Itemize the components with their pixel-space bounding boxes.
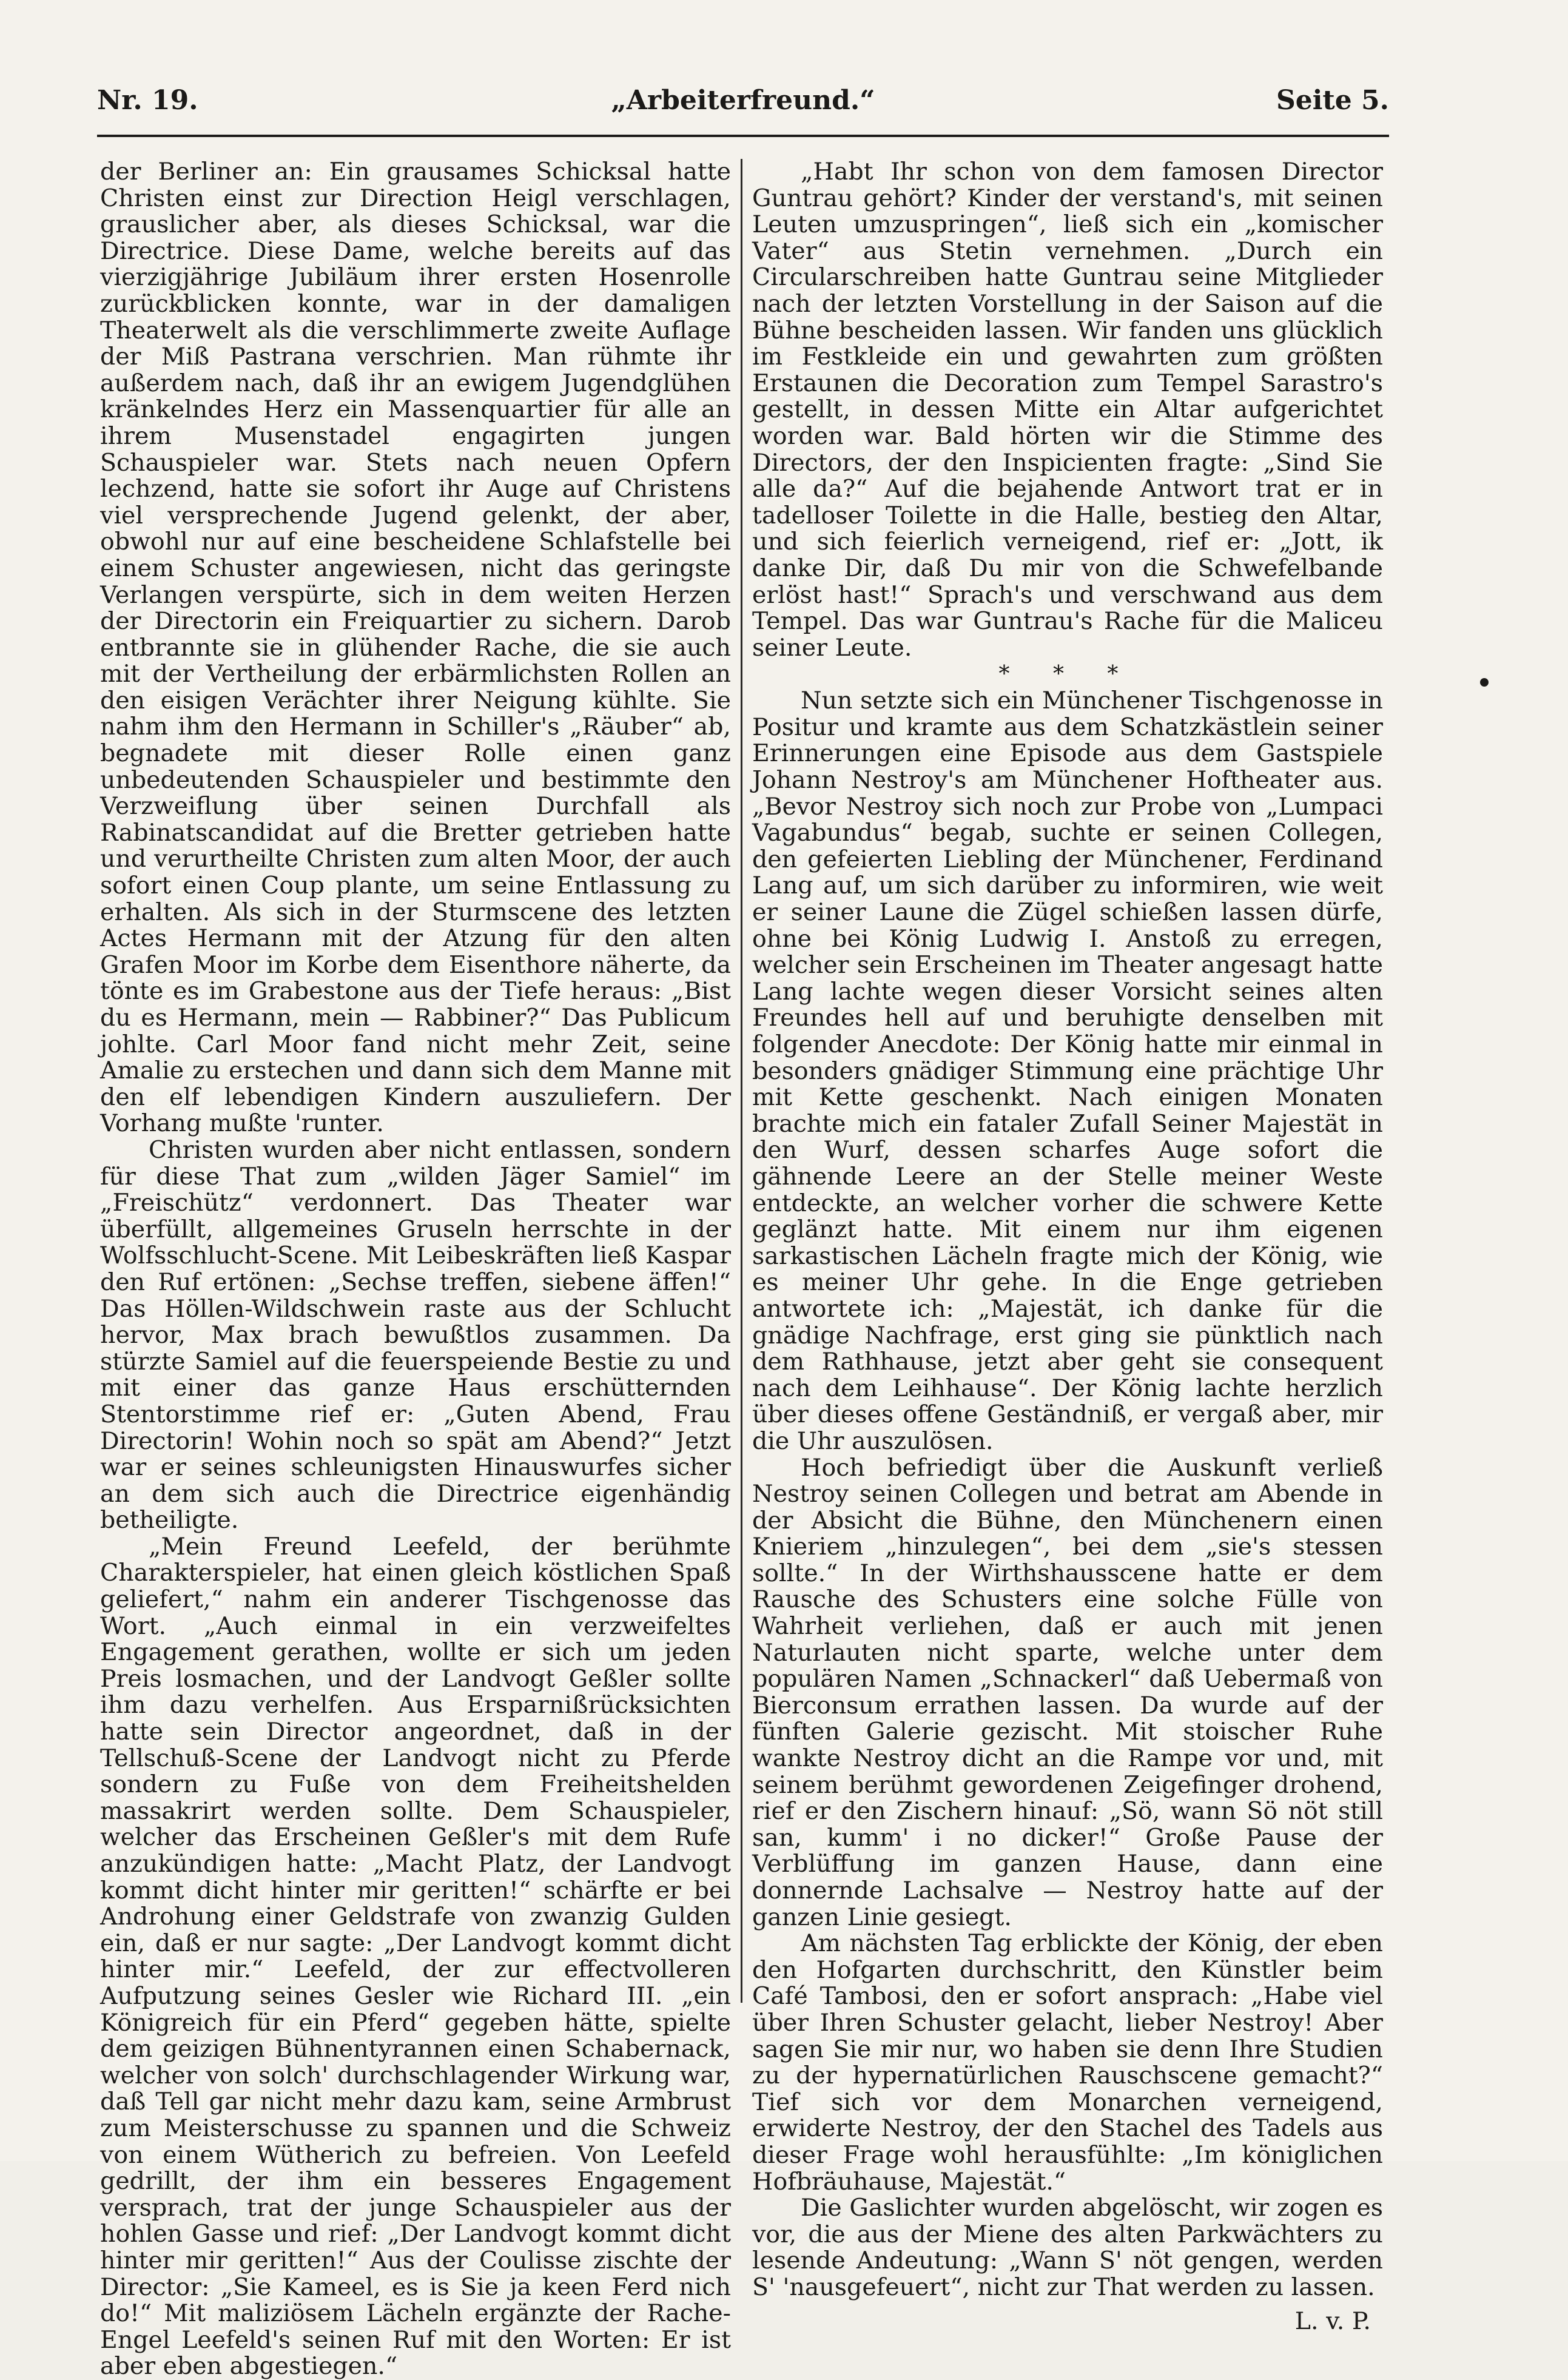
article-paragraph: der Berliner an: Ein grausames Schicksal hatte Christen einst zur Direction Heigl verschlagen, grauslicher aber, als dieses Schicksal, war die Directrice. Diese Dame, welche bereits auf das vierzigjährige Jubiläum ihrer ersten Hosenrolle zurückblicken konnte, war in der damaligen Theaterwelt als die verschlimmerte zweite Auflage der Miß Pastrana verschrien. Man rühmte ihr außerdem nach, daß ihr an ewigem Jugendglühen kränkelndes Herz ein Massenquartier für alle an ihrem Musenstadel engagirten jungen Schauspieler war. Stets nach neuen Opfern lechzend, hatte sie sofort ihr Auge auf Christens viel versprechende Jugend gelenkt, der aber, obwohl nur auf eine bescheidene Schlafstelle bei einem Schuster angewiesen, nicht das geringste Verlangen verspürte, sich in dem weiten Herzen der Directorin ein Freiquartier zu sichern. Darob entbrannte sie in glühender Rache, die sie auch mit der Vertheilung der erbärmlichsten Rollen an den eisigen Verächter ihrer Neigung kühlte. Sie nahm ihm den Hermann in Schiller's „Räuber“ ab, begnadete mit dieser Rolle einen ganz unbedeutenden Schauspieler und bestimmte den Verzweiflung über seinen Durchfall als Rabinatscandidat auf die Bretter getrieben hatte und verurtheilte Christen zum alten Moor, der auch sofort einen Coup plante, um seine Entlassung zu erhalten. Als sich in der Sturmscene des letzten Actes Hermann mit der Atzung für den alten Grafen Moor im Korbe dem Eisenthore näherte, da tönte es im Grabestone aus der Tiefe heraus: „Bist du es Hermann, mein — Rabbiner?“ Das Publicum johlte. Carl Moor fand nicht mehr Zeit, seine Amalie zu erstechen und dann sich dem Manne mit den elf lebendigen Kindern auszuliefern. Der Vorhang mußte 'runter. xyxy=(100,158,731,1138)
page-header xyxy=(97,85,1389,127)
left-column xyxy=(100,159,731,2380)
section-separator: * * * xyxy=(998,662,1137,687)
page-number: Seite 5. xyxy=(1276,85,1389,116)
scan-mark xyxy=(1480,678,1489,687)
article-paragraph: „Habt Ihr schon von dem famosen Director Guntrau gehört? Kinder der verstand's, mit seinen Leuten umzuspringen“, ließ sich ein „komischer Vater“ aus Stetin vernehmen. „Durch ein Circularschreiben hatte Guntrau seine Mitglieder nach der letzten Vorstellung in der Saison auf die Bühne bescheiden lassen. Wir fanden uns glücklich im Festkleide ein und gewahrten zum größten Erstaunen die Decoration zum Tempel Sarastro's gestellt, in dessen Mitte ein Altar aufgerichtet worden war. Bald hörten wir die Stimme des Directors, der den Inspicienten fragte: „Sind Sie alle da?“ Auf die bejahende Antwort trat er in tadelloser Toilette in die Halle, bestieg den Altar, und sich feierlich verneigend, rief er: „Jott, ik danke Dir, daß Du mir von die Schwefelbande erlöst hast!“ Sprach's und verschwand aus dem Tempel. Das war Guntrau's Rache für die Maliceu seiner Leute. xyxy=(752,158,1383,662)
author-signature: L. v. P. xyxy=(1294,2307,1371,2335)
issue-number: Nr. 19. xyxy=(97,85,198,116)
column-divider xyxy=(741,159,742,2003)
article-paragraph: Die Gaslichter wurden abgelöscht, wir zogen es vor, die aus der Miene des alten Parkwächters zu lesende Andeutung: „Wann S' nöt gengen, werden S' 'nausgefeuert“, nicht zur That werden zu lassen. xyxy=(752,2194,1383,2301)
right-column xyxy=(752,159,1383,2335)
newspaper-title: „Arbeiterfreund.“ xyxy=(611,85,875,116)
article-paragraph: Nun setzte sich ein Münchener Tischgenosse in Positur und kramte aus dem Schatzkästlein seiner Erinnerungen eine Episode aus dem Gastspiele Johann Nestroy's am Münchener Hoftheater aus. „Bevor Nestroy sich noch zur Probe von „Lumpaci Vagabundus“ begab, suchte er seinen Collegen, den gefeierten Liebling der Münchener, Ferdinand Lang auf, um sich darüber zu informiren, wie weit er seiner Laune die Zügel schießen lassen dürfe, ohne bei König Ludwig I. Anstoß zu erregen, welcher sein Erscheinen im Theater angesagt hatte Lang lachte wegen dieser Vorsicht seines alten Freundes hell auf und beruhigte denselben mit folgender Anecdote: Der König hatte mir einmal in besonders gnädiger Stimmung eine prächtige Uhr mit Kette geschenkt. Nach einigen Monaten brachte mich ein fataler Zufall Seiner Majestät in den Wurf, dessen scharfes Auge sofort die gähnende Leere an der Stelle meiner Weste entdeckte, an welcher vorher die schwere Kette geglänzt hatte. Mit einem nur ihm eigenen sarkastischen Lächeln fragte mich der König, wie es meiner Uhr gehe. In die Enge getrieben antwortete ich: „Majestät, ich danke für die gnädige Nachfrage, erst ging sie pünktlich nach dem Rathhause, jetzt aber geht sie consequent nach dem Leihhause“. Der König lachte herzlich über dieses offene Geständniß, er vergaß aber, mir die Uhr auszulösen. xyxy=(752,687,1383,1455)
article-paragraph: Christen wurden aber nicht entlassen, sondern für diese That zum „wilden Jäger Samiel“ im „Freischütz“ verdonnert. Das Theater war überfüllt, allgemeines Gruseln herrschte in der Wolfsschlucht-Scene. Mit Leibeskräften ließ Kaspar den Ruf ertönen: „Sechse treffen, siebene äffen!“ Das Höllen-Wildschwein raste aus der Schlucht hervor, Max brach bewußtlos zusammen. Da stürzte Samiel auf die feuerspeiende Bestie zu und mit einer das ganze Haus erschütternden Stentorstimme rief er: „Guten Abend, Frau Directorin! Wohin noch so spät am Abend?“ Jetzt war er seines schleunigsten Hinauswurfes sicher an dem sich auch die Directrice eigenhändig betheiligte. xyxy=(100,1135,731,1535)
article-paragraph: Hoch befriedigt über die Auskunft verließ Nestroy seinen Collegen und betrat am Abende in der Absicht die Bühne, den Münchenern einen Knieriem „hinzulegen“, bei dem „sie's stessen sollte.“ In der Wirthshausscene hatte er dem Rausche des Schusters eine solche Fülle von Wahrheit verliehen, daß er auch mit jenen Naturlauten nicht sparte, welche unter dem populären Namen „Schnackerl“ daß Uebermaß von Bierconsum errathen lassen. Da wurde auf der fünften Galerie gezischt. Mit stoischer Ruhe wankte Nestroy dicht an die Rampe vor und, mit seinem berühmt gewordenen Zeigefinger drohend, rief er den Zischern hinauf: „Sö, wann Sö nöt still san, kumm' i no dicker!“ Große Pause der Verblüffung im ganzen Hause, dann eine donnernde Lachsalve — Nestroy hatte auf der ganzen Linie gesiegt. xyxy=(752,1453,1383,1931)
header-rule xyxy=(97,135,1389,137)
article-paragraph: „Mein Freund Leefeld, der berühmte Charakterspieler, hat einen gleich köstlichen Spaß geliefert,“ nahm ein anderer Tischgenosse das Wort. „Auch einmal in ein verzweifeltes Engagement gerathen, wollte er sich um jeden Preis losmachen, und der Landvogt Geßler sollte ihm dazu verhelfen. Aus Ersparnißrücksichten hatte sein Director angeordnet, daß in der Tellschuß-Scene der Landvogt nicht zu Pferde sondern zu Fuße von dem Freiheitshelden massakrirt werden sollte. Dem Schauspieler, welcher das Erscheinen Geßler's mit dem Rufe anzukündigen hatte: „Macht Platz, der Landvogt kommt dicht hinter mir geritten!“ schärfte er bei Androhung einer Geldstrafe von zwanzig Gulden ein, daß er nur sagte: „Der Landvogt kommt dicht hinter mir.“ Leefeld, der zur effectvolleren Aufputzung seines Gesler wie Richard III. „ein Königreich für ein Pferd“ gegeben hätte, spielte dem geizigen Bühnentyrannen einen Schabernack, welcher von solch' durchschlagender Wirkung war, daß Tell gar nicht mehr dazu kam, seine Armbrust zum Meisterschusse zu spannen und die Schweiz von einem Wütherich zu befreien. Von Leefeld gedrillt, der ihm ein besseres Engagement versprach, trat der junge Schauspieler aus der hohlen Gasse und rief: „Der Landvogt kommt dicht hinter mir geritten!“ Aus der Coulisse zischte der Director: „Sie Kameel, es is Sie ja keen Ferd nich do!“ Mit maliziösem Lächeln ergänzte der Rache-Engel Leefeld's seinen Ruf mit den Worten: Er ist aber eben abgestiegen.“ xyxy=(100,1532,731,2380)
article-paragraph: Am nächsten Tag erblickte der König, der eben den Hofgarten durchschritt, den Künstler beim Café Tambosi, den er sofort ansprach: „Habe viel über Ihren Schuster gelacht, lieber Nestroy! Aber sagen Sie mir nur, wo haben sie denn Ihre Studien zu der hypernatürlichen Rauschscene gemacht?“ Tief sich vor dem Monarchen verneigend, erwiderte Nestroy, der den Stachel des Tadels aus dieser Frage wohl herausfühlte: „Im königlichen Hofbräuhause, Majestät.“ xyxy=(752,1929,1383,2196)
